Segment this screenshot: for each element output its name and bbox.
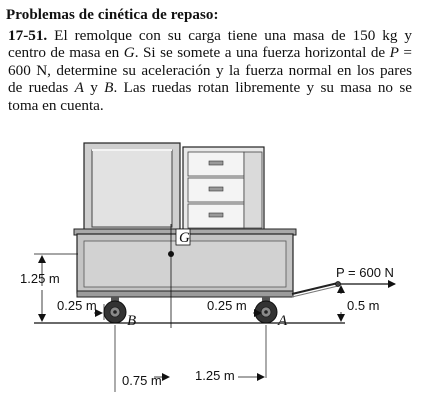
dim-label-B-offset: 0.25 m [57, 298, 97, 313]
dim-label-A-offset: 0.25 m [207, 298, 247, 313]
problem-text-3: = 600 N, determine su aceleración y la fuerza normal en los pares de ruedas [8, 44, 412, 97]
filing-cabinet-load [183, 147, 264, 231]
problem-text-4: y [83, 79, 105, 97]
symbol-P: P [389, 44, 399, 62]
symbol-G: G [123, 44, 135, 62]
dim-label-force-height: 0.5 m [347, 298, 380, 313]
problem-text-5: . Las ruedas rotan libremente y su masa no se toma en cuenta. [8, 79, 412, 114]
symbol-A: A [74, 79, 84, 97]
wheel-B [104, 297, 126, 323]
crate-load [84, 143, 180, 231]
symbol-B: B [104, 79, 114, 97]
label-G: G [179, 230, 190, 246]
dim-label-height-G: 1.25 m [20, 271, 60, 286]
dim-label-B-to-G: 0.75 m [122, 373, 162, 388]
section-heading: Problemas de cinética de repaso: [6, 7, 219, 23]
tow-bar [292, 282, 341, 298]
label-A: A [278, 313, 288, 329]
dim-label-G-to-A: 1.25 m [195, 368, 235, 383]
wheel-A [255, 297, 277, 323]
label-B: B [127, 313, 137, 329]
force-label: P = 600 N [336, 265, 394, 280]
problem-text-2: . Si se somete a una fuerza horizontal de [134, 44, 390, 62]
problem-number: 17-51. [8, 27, 48, 44]
problem-text-1: El remolque con su carga tiene una masa de 150 kg y centro de masa en [8, 27, 412, 62]
